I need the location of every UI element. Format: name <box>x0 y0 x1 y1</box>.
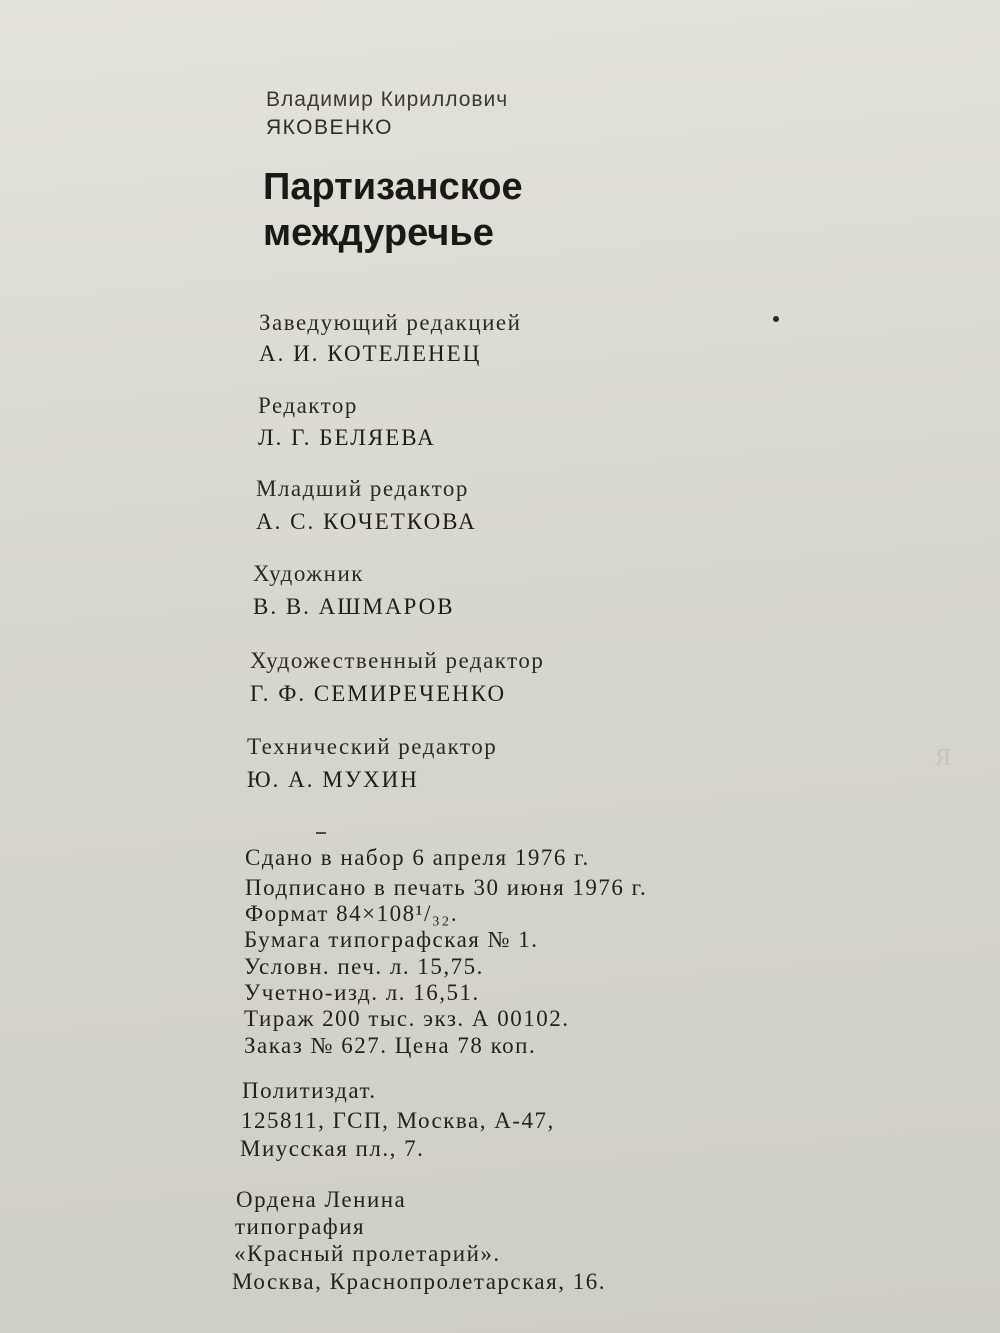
credit-person-technical-editor: Ю. А. МУХИН <box>247 767 419 792</box>
credit-person-art-editor: Г. Ф. СЕМИРЕЧЕНКО <box>250 681 507 706</box>
print-info-line: Подписано в печать 30 июня 1976 г. <box>245 875 648 900</box>
printer-line: типография <box>235 1214 366 1239</box>
print-info-line: Учетно-изд. л. 16,51. <box>244 980 480 1005</box>
credit-role-artist: Художник <box>253 561 364 586</box>
print-info-line: Сдано в набор 6 апреля 1976 г. <box>245 845 590 870</box>
credit-person-head-editor: А. И. КОТЕЛЕНЕЦ <box>259 341 482 366</box>
book-title-line-2: междуречье <box>263 212 494 254</box>
printer-line: Ордена Ленина <box>236 1187 407 1212</box>
credit-role-art-editor: Художественный редактор <box>250 648 545 673</box>
publisher-line: Политиздат. <box>242 1078 377 1103</box>
print-info-line: Тираж 200 тыс. экз. А 00102. <box>244 1006 570 1031</box>
credit-person-junior-editor: А. С. КОЧЕТКОВА <box>256 509 477 534</box>
credit-role-junior-editor: Младший редактор <box>256 476 469 501</box>
ink-dot <box>773 316 779 322</box>
credit-role-editor: Редактор <box>258 393 358 418</box>
credit-role-technical-editor: Технический редактор <box>247 734 498 759</box>
author-surname: ЯКОВЕНКО <box>266 116 394 139</box>
credit-person-editor: Л. Г. БЕЛЯЕВА <box>258 425 436 450</box>
print-info-line: Формат 84×108¹/₃₂. <box>245 901 459 926</box>
publisher-line: 125811, ГСП, Москва, А-47, <box>241 1108 555 1133</box>
small-dash <box>316 832 326 834</box>
print-info-line: Бумага типографская № 1. <box>244 927 539 952</box>
credit-role-head-editor: Заведующий редакцией <box>259 310 522 335</box>
printer-line: «Красный пролетарий». <box>234 1241 501 1266</box>
print-info-line: Заказ № 627. Цена 78 коп. <box>244 1033 537 1058</box>
book-title-line-1: Партизанское <box>263 166 523 208</box>
publisher-line: Миусская пл., 7. <box>240 1136 425 1161</box>
credit-person-artist: В. В. АШМАРОВ <box>253 594 455 619</box>
bleed-through-text: Я <box>935 745 952 771</box>
print-info-line: Условн. печ. л. 15,75. <box>244 954 484 979</box>
printer-line: Москва, Краснопролетарская, 16. <box>232 1269 606 1294</box>
author-name: Владимир Кириллович <box>266 88 509 111</box>
